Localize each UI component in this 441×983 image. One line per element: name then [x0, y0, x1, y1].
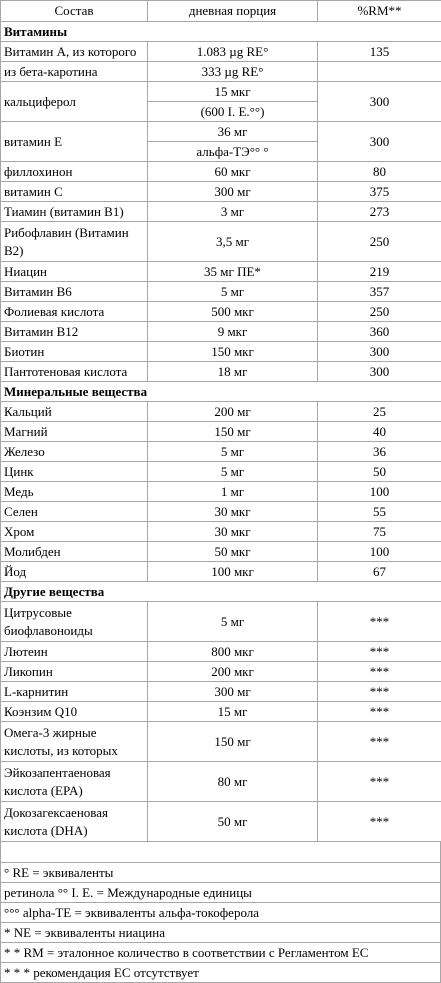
daily-amount: (600 I. E.°°): [148, 102, 318, 122]
table-row: [1, 342, 441, 362]
rm-percent: ***: [318, 702, 441, 722]
table-row: [1, 722, 441, 762]
footnote-row: [1, 863, 441, 883]
daily-amount: 35 мг ПЕ*: [148, 262, 318, 282]
table-row: [1, 402, 441, 422]
daily-amount: 5 мг: [148, 462, 318, 482]
daily-amount: 150 мг: [148, 722, 318, 762]
footnotes-table: [0, 841, 441, 983]
footnote: * * RM = эталонное количество в соответствии с Регламентом ЕС: [1, 943, 441, 963]
table-row: [1, 762, 441, 802]
rm-percent: 100: [318, 482, 441, 502]
nutrient-name: Цитрусовые биофлавоноиды: [1, 602, 148, 642]
footnote: ретинола °° I. E. = Международные единицы: [1, 883, 441, 903]
rm-percent: 219: [318, 262, 441, 282]
table-row: [1, 122, 441, 142]
nutrient-name: Молибден: [1, 542, 148, 562]
daily-amount: 50 мг: [148, 802, 318, 842]
nutrient-name: Фолиевая кислота: [1, 302, 148, 322]
table-row: [1, 422, 441, 442]
daily-amount: 9 мкг: [148, 322, 318, 342]
footnote-row: [1, 883, 441, 903]
table-row: [1, 62, 441, 82]
table-row: [1, 542, 441, 562]
table-row: [1, 462, 441, 482]
rm-percent: 40: [318, 422, 441, 442]
footnote: * * * рекомендация ЕС отсутствует: [1, 963, 441, 983]
footnote-row: [1, 963, 441, 983]
header-name: Состав: [1, 1, 148, 22]
daily-amount: 36 мг: [148, 122, 318, 142]
nutrient-name: L-карнитин: [1, 682, 148, 702]
rm-percent: ***: [318, 762, 441, 802]
daily-amount: 333 µg RE°: [148, 62, 318, 82]
rm-percent: 250: [318, 222, 441, 262]
footnote: [1, 842, 441, 863]
nutrient-name: Медь: [1, 482, 148, 502]
daily-amount: 15 мг: [148, 702, 318, 722]
nutrient-name: Железо: [1, 442, 148, 462]
footnote-row: [1, 923, 441, 943]
nutrient-name: Пантотеновая кислота: [1, 362, 148, 382]
footnote: °°° alpha-TE = эквиваленты альфа-токоферола: [1, 903, 441, 923]
nutrient-name: витамин Е: [1, 122, 148, 162]
rm-percent: 25: [318, 402, 441, 422]
rm-percent: [318, 62, 441, 82]
nutrient-name: Эйкозапентаеновая кислота (EPA): [1, 762, 148, 802]
table-row: [1, 302, 441, 322]
nutrient-name: Витамин А, из которого: [1, 42, 148, 62]
rm-percent: ***: [318, 602, 441, 642]
nutrient-name: Лютеин: [1, 642, 148, 662]
nutrient-name: Ликопин: [1, 662, 148, 682]
rm-percent: 300: [318, 362, 441, 382]
rm-percent: 250: [318, 302, 441, 322]
rm-percent: 80: [318, 162, 441, 182]
nutrient-name: Витамин В12: [1, 322, 148, 342]
section-title-other: Другие вещества: [1, 582, 441, 602]
section-title-vitamins: Витамины: [1, 22, 441, 42]
daily-amount: 300 мг: [148, 682, 318, 702]
nutrient-name: Магний: [1, 422, 148, 442]
nutrient-name: филлохинон: [1, 162, 148, 182]
table-row: [1, 482, 441, 502]
daily-amount: 300 мг: [148, 182, 318, 202]
daily-amount: 30 мкг: [148, 502, 318, 522]
daily-amount: 30 мкг: [148, 522, 318, 542]
daily-amount: 200 мкг: [148, 662, 318, 682]
daily-amount: 3,5 мг: [148, 222, 318, 262]
nutrient-name: Биотин: [1, 342, 148, 362]
table-row: [1, 182, 441, 202]
nutrient-name: Тиамин (витамин В1): [1, 202, 148, 222]
table-row: [1, 202, 441, 222]
rm-percent: 135: [318, 42, 441, 62]
table-header-row: [1, 1, 441, 22]
footnote-row: [1, 903, 441, 923]
daily-amount: 200 мг: [148, 402, 318, 422]
table-row: [1, 522, 441, 542]
section-row-minerals: [1, 382, 441, 402]
header-rm: %RM**: [318, 1, 441, 22]
table-row: [1, 682, 441, 702]
nutrient-name: Рибофлавин (Витамин В2): [1, 222, 148, 262]
table-row: [1, 42, 441, 62]
rm-percent: 360: [318, 322, 441, 342]
table-row: [1, 322, 441, 342]
table-row: [1, 702, 441, 722]
daily-amount: 800 мкг: [148, 642, 318, 662]
section-row-vitamins: [1, 22, 441, 42]
rm-percent: 36: [318, 442, 441, 462]
table-row: [1, 222, 441, 262]
footnote: * NE = эквиваленты ниацина: [1, 923, 441, 943]
rm-percent: 300: [318, 342, 441, 362]
table-row: [1, 562, 441, 582]
section-row-other: [1, 582, 441, 602]
nutrient-name: Хром: [1, 522, 148, 542]
rm-percent: ***: [318, 682, 441, 702]
daily-amount: 1 мг: [148, 482, 318, 502]
rm-percent: 100: [318, 542, 441, 562]
daily-amount: 3 мг: [148, 202, 318, 222]
daily-amount: 500 мкг: [148, 302, 318, 322]
nutrient-name: Омега-3 жирные кислоты, из которых: [1, 722, 148, 762]
nutrient-name: Цинк: [1, 462, 148, 482]
nutrient-name: Витамин В6: [1, 282, 148, 302]
nutrient-name: Докозагексаеновая кислота (DHA): [1, 802, 148, 842]
rm-percent: ***: [318, 802, 441, 842]
nutrient-name: кальциферол: [1, 82, 148, 122]
nutrient-name: Ниацин: [1, 262, 148, 282]
daily-amount: 15 мкг: [148, 82, 318, 102]
daily-amount: 50 мкг: [148, 542, 318, 562]
daily-amount: 80 мг: [148, 762, 318, 802]
daily-amount: 100 мкг: [148, 562, 318, 582]
nutrient-name: из бета-каротина: [1, 62, 148, 82]
footnote-row: [1, 943, 441, 963]
rm-percent: 75: [318, 522, 441, 542]
daily-amount: 60 мкг: [148, 162, 318, 182]
rm-percent: 300: [318, 122, 441, 162]
daily-amount: 5 мг: [148, 602, 318, 642]
rm-percent: 273: [318, 202, 441, 222]
table-row: [1, 442, 441, 462]
table-row: [1, 262, 441, 282]
rm-percent: 67: [318, 562, 441, 582]
rm-percent: 55: [318, 502, 441, 522]
daily-amount: 150 мкг: [148, 342, 318, 362]
table-row: [1, 662, 441, 682]
rm-percent: ***: [318, 722, 441, 762]
nutrient-name: Коэнзим Q10: [1, 702, 148, 722]
daily-amount: 150 мг: [148, 422, 318, 442]
table-row: [1, 82, 441, 102]
rm-percent: 300: [318, 82, 441, 122]
table-row: [1, 502, 441, 522]
rm-percent: 375: [318, 182, 441, 202]
table-row: [1, 162, 441, 182]
nutrient-name: витамин С: [1, 182, 148, 202]
rm-percent: ***: [318, 642, 441, 662]
rm-percent: ***: [318, 662, 441, 682]
table-row: [1, 642, 441, 662]
daily-amount: 18 мг: [148, 362, 318, 382]
footnote: ° RE = эквиваленты: [1, 863, 441, 883]
footnote-row: [1, 842, 441, 863]
table-row: [1, 802, 441, 842]
daily-amount: 1.083 µg RE°: [148, 42, 318, 62]
nutrient-name: Кальций: [1, 402, 148, 422]
table-row: [1, 282, 441, 302]
rm-percent: 50: [318, 462, 441, 482]
daily-amount: 5 мг: [148, 442, 318, 462]
table-row: [1, 362, 441, 382]
section-title-minerals: Минеральные вещества: [1, 382, 441, 402]
daily-amount: 5 мг: [148, 282, 318, 302]
rm-percent: 357: [318, 282, 441, 302]
table-row: [1, 602, 441, 642]
nutrient-name: Селен: [1, 502, 148, 522]
daily-amount: альфа-ТЭ°° °: [148, 142, 318, 162]
header-daily: дневная порция: [148, 1, 318, 22]
nutrient-name: Йод: [1, 562, 148, 582]
